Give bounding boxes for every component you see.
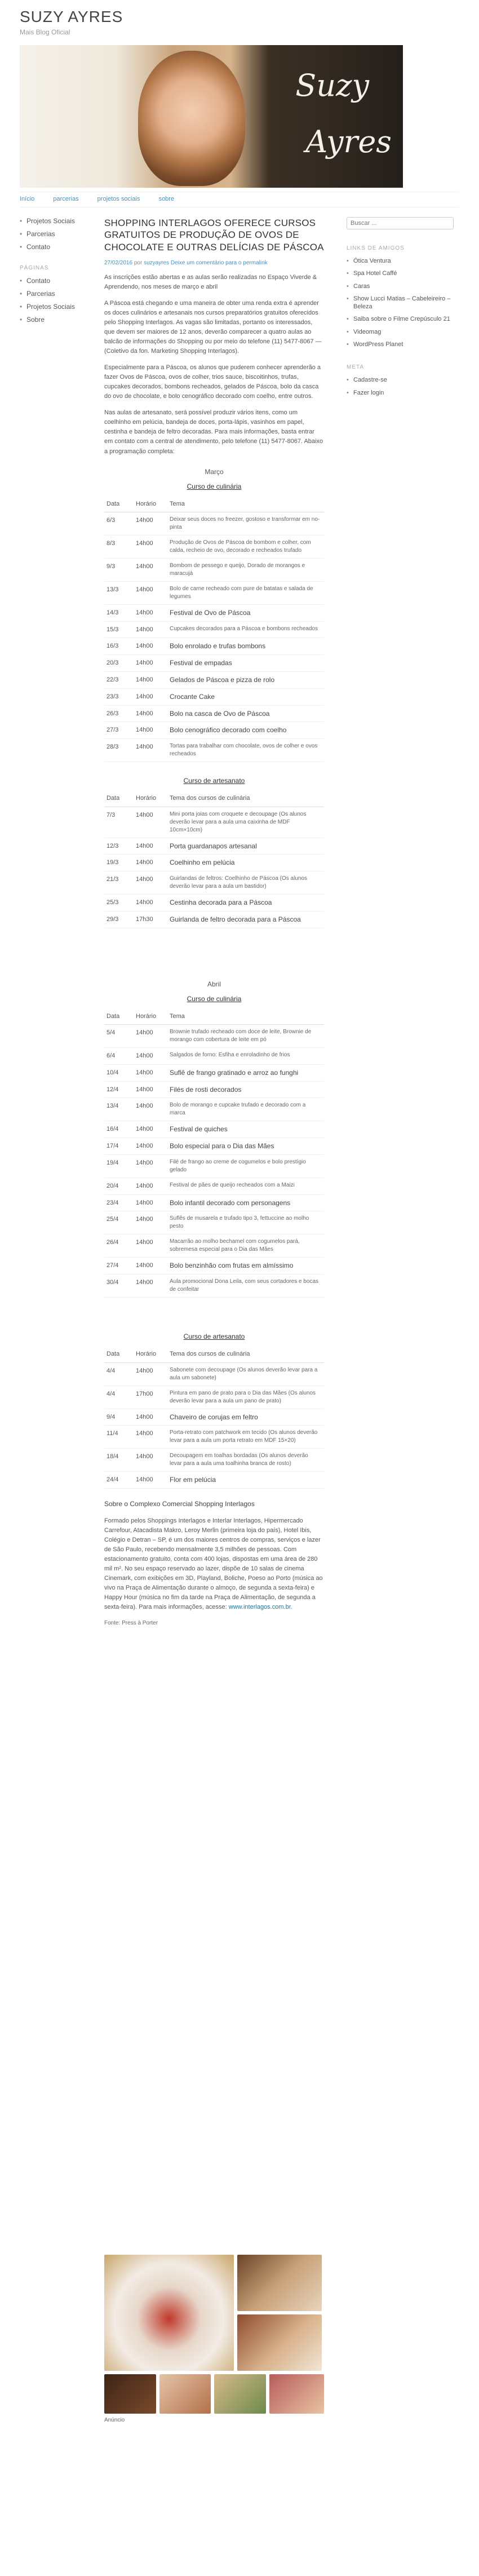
table-row	[104, 671, 324, 688]
row-date: 13/4	[104, 1098, 134, 1121]
gallery-photo-crafts[interactable]	[269, 2374, 324, 2414]
row-date: 11/4	[104, 1426, 134, 1449]
table-header-row	[104, 1346, 324, 1362]
page-item-sobre[interactable]: • Sobre	[20, 316, 87, 324]
table-row	[104, 1362, 324, 1386]
table-row	[104, 855, 324, 871]
gallery-photo-easter-egg[interactable]	[104, 2255, 234, 2371]
post-paragraph: As inscrições estão abertas e as aulas serão realizadas no Espaço Viverde & Aprendendo, nos meses de março e abril	[104, 273, 317, 290]
row-time: 14h00	[134, 722, 167, 739]
row-theme: Bolo na casca de Ovo de Páscoa	[167, 705, 324, 722]
row-theme: Pintura em pano de prato para o Dia das Mães (Os alunos deverão levar para a aula um pano de prato)	[167, 1386, 324, 1409]
row-date: 26/3	[104, 705, 134, 722]
row-date: 13/3	[104, 582, 134, 605]
post-date[interactable]: 27/02/2016	[104, 259, 133, 266]
about-title: Sobre o Complexo Comercial Shopping Interlagos	[104, 1500, 255, 1508]
table-row	[104, 871, 324, 895]
row-time: 14h00	[134, 838, 167, 855]
comment-link[interactable]: Deixe um comentário para o	[170, 259, 242, 266]
row-theme: Guirlandas de feltros: Coelhinho de Páscoa (Os alunos deverão levar para a aula um bastidor)	[167, 871, 324, 895]
month-heading-march: Março	[205, 467, 224, 476]
search-input[interactable]	[347, 217, 454, 229]
row-date: 25/4	[104, 1211, 134, 1234]
row-date: 20/4	[104, 1178, 134, 1195]
row-theme: Gelados de Páscoa e pizza de rolo	[167, 671, 324, 688]
row-time: 14h00	[134, 1121, 167, 1138]
row-theme: Porta guardanapos artesanal	[167, 838, 324, 855]
header-banner[interactable]	[20, 45, 403, 188]
row-date: 9/4	[104, 1409, 134, 1426]
row-time: 14h00	[134, 1449, 167, 1472]
row-date: 27/4	[104, 1258, 134, 1274]
table-header-row	[104, 496, 324, 512]
row-date: 19/4	[104, 1155, 134, 1178]
row-time: 14h00	[134, 605, 167, 622]
row-date: 7/3	[104, 807, 134, 838]
meta-login-link[interactable]: • Fazer login	[347, 389, 459, 397]
row-date: 23/3	[104, 688, 134, 705]
row-date: 28/3	[104, 739, 134, 762]
row-date: 23/4	[104, 1194, 134, 1211]
site-description: Mais Blog Oficial	[20, 28, 70, 36]
row-theme: Mini porta joias com croquete e decoupage (Os alunos deverão levar para a aula uma caixinha de MDF 10cm×10cm)	[167, 807, 324, 838]
row-date: 20/3	[104, 655, 134, 672]
row-date: 17/4	[104, 1138, 134, 1155]
column-header: Data	[104, 1346, 134, 1362]
table-row	[104, 655, 324, 672]
row-time: 14h00	[134, 1081, 167, 1098]
about-text: Formado pelos Shoppings Interlagos e Interlar Interlagos, Hipermercado Carrefour, Atacadista Makro, Leroy Merlin (primeira loja do país), Hotel Ibis, Colégio e Detran – SP, é um dos maiores centros de compras, serviços e lazer de São Paulo, recebendo mensalmente 3,5 milhões de pessoas. Com estacionamento gratuito, conta com 400 lojas, dispostas em uma área de 280 mil m². No seu espaço reservado ao lazer, dispõe de 10 salas de cinema Cinemark, com exibições em 3D, Playland, Boliche, Poeso ao Porto (música ao vivo na Praça de Alimentação durante o almoço, de segunda a sexta-feira) e Happy Hour (música no fim da tarde na Praça de Alimentação, de segunda a sexta-feira). Para mais informações, acesse:	[104, 1517, 323, 1611]
row-date: 5/4	[104, 1025, 134, 1048]
header-signature-first: Suzy	[295, 68, 369, 103]
row-time: 17h30	[134, 911, 167, 928]
row-theme: Festival de pães de queijo recheados com a Maizi	[167, 1178, 324, 1195]
meta-register-link[interactable]: • Cadastre-se	[347, 376, 459, 384]
row-theme: Cupcakes decorados para a Páscoa e bombons recheados	[167, 621, 324, 638]
row-theme: Bolo de carne recheado com pure de batatas e salada de legumes	[167, 582, 324, 605]
row-time: 14h00	[134, 535, 167, 559]
table-row	[104, 512, 324, 535]
interlagos-link[interactable]: www.interlagos.com.br.	[228, 1604, 292, 1611]
row-date: 22/3	[104, 671, 134, 688]
table-row	[104, 688, 324, 705]
gallery-photo-cupcakes[interactable]	[159, 2374, 211, 2414]
row-theme: Aula promocional Dona Leila, com seus cortadores e bocas de confeitar	[167, 1274, 324, 1298]
table-row	[104, 1211, 324, 1234]
page-item-projetos-sociais[interactable]: • Projetos Sociais	[20, 303, 87, 311]
row-theme: Tortas para trabalhar com chocolate, ovos de colher e ovos recheados	[167, 739, 324, 762]
links-widget-title: LINKS DE AMIGOS	[347, 245, 405, 251]
sidebar-item-contato[interactable]: • Contato	[20, 243, 87, 251]
row-time: 14h00	[134, 871, 167, 895]
row-date: 14/3	[104, 605, 134, 622]
row-time: 14h00	[134, 1472, 167, 1489]
friend-link[interactable]: • WordPress Planet	[347, 340, 459, 348]
table-row	[104, 1234, 324, 1258]
friend-link[interactable]: • Show Lucci Matias – Cabeleireiro – Beleza	[347, 295, 459, 311]
row-time: 17h00	[134, 1386, 167, 1409]
row-theme: Flor em pelúcia	[167, 1472, 324, 1489]
column-header: Data	[104, 496, 134, 512]
row-theme: Bolo cenográfico decorado com coelho	[167, 722, 324, 739]
row-time: 14h00	[134, 559, 167, 582]
author-prefix: por	[134, 259, 143, 266]
row-theme: Guirlanda de feltro decorada para a Páscoa	[167, 911, 324, 928]
permalink[interactable]: permalink	[243, 259, 268, 266]
row-time: 14h00	[134, 705, 167, 722]
table-row	[104, 1274, 324, 1298]
table-row	[104, 1081, 324, 1098]
row-time: 14h00	[134, 1234, 167, 1258]
row-theme: Decoupagem em toalhas bordadas (Os alunos deverão levar para a aula uma toalhinha branca de rosto)	[167, 1449, 324, 1472]
table-row	[104, 1155, 324, 1178]
row-theme: Bolo enrolado e trufas bombons	[167, 638, 324, 655]
table-row	[104, 911, 324, 928]
site-title[interactable]: SUZY AYRES	[20, 8, 123, 25]
table-row	[104, 1472, 324, 1489]
row-theme: Bolo especial para o Dia das Mães	[167, 1138, 324, 1155]
row-time: 14h00	[134, 1258, 167, 1274]
row-date: 4/4	[104, 1386, 134, 1409]
sidebar-menu	[20, 217, 87, 251]
row-date: 16/3	[104, 638, 134, 655]
row-theme: Filé de frango ao creme de cogumelos e bolo prestígio gelado	[167, 1155, 324, 1178]
table-row	[104, 739, 324, 762]
post-paragraph: Nas aulas de artesanato, será possível produzir vários itens, como um coelhinho em pelúcia, bandeja de doces, porta-lápis, vasinhos em papel, cestinha e bandeja de feltro decoradas. Para mais informações, basta entrar em contato com a central de atendimento, pelo telefone (11) 5477-8067. Abaixo a programação completa:	[104, 409, 323, 455]
friend-link[interactable]: • Spa Hotel Caffé	[347, 269, 459, 277]
column-header: Data	[104, 1008, 134, 1025]
table-row	[104, 1426, 324, 1449]
friends-links-list	[347, 257, 459, 348]
table-row	[104, 1449, 324, 1472]
row-date: 27/3	[104, 722, 134, 739]
row-time: 14h00	[134, 621, 167, 638]
friend-link[interactable]: • Ótica Ventura	[347, 257, 459, 265]
row-time: 14h00	[134, 1138, 167, 1155]
table-row	[104, 1258, 324, 1274]
photo-source: Fonte: Press à Porter	[104, 1620, 158, 1627]
column-header: Data	[104, 790, 134, 807]
pages-list	[20, 277, 87, 324]
column-header: Horário	[134, 496, 167, 512]
row-date: 15/3	[104, 621, 134, 638]
post-paragraph: Especialmente para a Páscoa, os alunos que puderem conhecer aprenderão a fazer Ovos de Páscoa, ovos de colher, trios sauce, biscoitinhos, trufas, cupcakes decorados, bombons recheados, gelados de Páscoa, bolo da casca do ovo de chocolate, e bolo cenográfico decorado com coelho, entre outros.	[104, 364, 321, 400]
page-item-parcerias[interactable]: • Parcerias	[20, 290, 87, 298]
table-row	[104, 1025, 324, 1048]
row-theme: Suflês de musarela e trufado tipo 3, fettuccine ao molho pesto	[167, 1211, 324, 1234]
table-row	[104, 1409, 324, 1426]
row-time: 14h00	[134, 1155, 167, 1178]
row-time: 14h00	[134, 1098, 167, 1121]
march-culinary-table	[104, 496, 324, 763]
table-row	[104, 705, 324, 722]
row-date: 29/3	[104, 911, 134, 928]
table-row	[104, 1098, 324, 1121]
column-header: Horário	[134, 790, 167, 807]
row-theme: Festival de Ovo de Páscoa	[167, 605, 324, 622]
nav-item-sobre[interactable]: sobre	[158, 196, 175, 202]
column-header: Horário	[134, 1008, 167, 1025]
row-theme: Cestinha decorada para a Páscoa	[167, 895, 324, 911]
table-row	[104, 621, 324, 638]
table-row	[104, 1194, 324, 1211]
post-meta	[104, 259, 324, 267]
column-header: Tema	[167, 496, 324, 512]
table-row	[104, 1048, 324, 1065]
table-row	[104, 895, 324, 911]
march-culinary-title: Curso de culinária	[187, 482, 242, 490]
main-navigation	[20, 192, 459, 207]
row-date: 4/4	[104, 1362, 134, 1386]
row-time: 14h00	[134, 895, 167, 911]
row-date: 6/4	[104, 1048, 134, 1065]
row-theme: Produção de Ovos de Páscoa de bombom e colher, com calda, recheio de ovo, decorado e recheados trufado	[167, 535, 324, 559]
post-content	[104, 217, 324, 1633]
row-theme: Suflê de frango gratinado e arroz ao funghi	[167, 1064, 324, 1081]
row-time: 14h00	[134, 739, 167, 762]
left-sidebar	[20, 217, 87, 338]
post-title[interactable]: SHOPPING INTERLAGOS OFERECE CURSOS GRATUITOS DE PRODUÇÃO DE OVOS DE CHOCOLATE E OUTRAS DELÍCIAS DE PÁSCOA	[104, 218, 324, 253]
gallery-photo-chocolates[interactable]	[104, 2374, 156, 2414]
row-theme: Bombom de pessego e queijo, Dorado de morangos e maracujá	[167, 559, 324, 582]
footer-label: Anúncio	[104, 2417, 125, 2423]
column-header: Tema	[167, 1008, 324, 1025]
april-crafts-title: Curso de artesanato	[183, 1333, 245, 1341]
friend-link[interactable]: • Videomag	[347, 328, 459, 336]
table-row	[104, 1138, 324, 1155]
row-date: 21/3	[104, 871, 134, 895]
row-date: 25/3	[104, 895, 134, 911]
march-crafts-table	[104, 790, 324, 928]
row-theme: Crocante Cake	[167, 688, 324, 705]
row-time: 14h00	[134, 638, 167, 655]
table-row	[104, 535, 324, 559]
nav-item-parcerias[interactable]: parcerias	[53, 196, 79, 202]
table-row	[104, 838, 324, 855]
row-time: 14h00	[134, 807, 167, 838]
friend-link[interactable]: • Saiba sobre o Filme Crepúsculo 21	[347, 315, 459, 323]
table-row	[104, 582, 324, 605]
sidebar-item-parcerias[interactable]: • Parcerias	[20, 230, 87, 238]
meta-list	[347, 376, 459, 397]
row-time: 14h00	[134, 1274, 167, 1298]
right-sidebar	[347, 217, 459, 413]
table-row	[104, 1121, 324, 1138]
table-row	[104, 722, 324, 739]
table-row	[104, 1386, 324, 1409]
april-culinary-table	[104, 1008, 324, 1298]
friend-link[interactable]: • Caras	[347, 282, 459, 290]
column-header: Horário	[134, 1346, 167, 1362]
row-theme: Macarrão ao molho bechamel com cogumelos pará, sobremesa especial para o Dia das Mães	[167, 1234, 324, 1258]
page-item-contato[interactable]: • Contato	[20, 277, 87, 285]
about-body	[104, 1516, 324, 1612]
row-time: 14h00	[134, 655, 167, 672]
row-theme: Sabonete com decoupage (Os alunos deverão levar para a aula um sabonete)	[167, 1362, 324, 1386]
row-date: 12/4	[104, 1081, 134, 1098]
post-author[interactable]: suzyayres	[144, 259, 170, 266]
row-theme: Bolo infantil decorado com personagens	[167, 1194, 324, 1211]
row-date: 6/3	[104, 512, 134, 535]
table-row	[104, 807, 324, 838]
column-header: Tema dos cursos de culinária	[167, 1346, 324, 1362]
row-date: 16/4	[104, 1121, 134, 1138]
table-row	[104, 638, 324, 655]
row-theme: Salgados de forno: Esfiha e enroladinho de frios	[167, 1048, 324, 1065]
row-time: 14h00	[134, 1048, 167, 1065]
table-row	[104, 559, 324, 582]
row-time: 14h00	[134, 1426, 167, 1449]
row-theme: Brownie trufado recheado com doce de leite, Brownie de morango com cobertura de leite em pó	[167, 1025, 324, 1048]
column-header: Tema dos cursos de culinária	[167, 790, 324, 807]
nav-item-projetos-sociais[interactable]: projetos sociais	[97, 196, 140, 202]
row-theme: Porta-retrato com patchwork em tecido (Os alunos deverão levar para a aula um porta retrato em MDF 15×20)	[167, 1426, 324, 1449]
row-time: 14h00	[134, 688, 167, 705]
row-date: 18/4	[104, 1449, 134, 1472]
row-time: 14h00	[134, 512, 167, 535]
table-row	[104, 1178, 324, 1195]
nav-item-inicio[interactable]: Início	[20, 196, 35, 202]
april-crafts-table	[104, 1346, 324, 1489]
gallery-photo-cake[interactable]	[237, 2255, 322, 2311]
row-date: 19/3	[104, 855, 134, 871]
row-date: 26/4	[104, 1234, 134, 1258]
row-date: 9/3	[104, 559, 134, 582]
post-paragraph: A Páscoa está chegando e uma maneira de obter uma renda extra é aprender os doces culinários e artesanais nos cursos preparatórios gratuitos oferecidos pelo Shopping Interlagos. As vagas são limitadas, portanto os interessados, que devem ser maiores de 12 anos, deverão comparecer a quatro aulas ao balcão de informações do Shopping ou por meio do telefone (11) 5477-8067 — (Coletivo da fon. Marketing Shopping Interlagos).	[104, 299, 322, 355]
row-time: 14h00	[134, 1211, 167, 1234]
row-theme: Festival de quiches	[167, 1121, 324, 1138]
table-row	[104, 1064, 324, 1081]
row-date: 10/4	[104, 1064, 134, 1081]
sidebar-item-projetos-sociais[interactable]: • Projetos Sociais	[20, 217, 87, 225]
row-time: 14h00	[134, 1178, 167, 1195]
row-theme: Bolo benzinhão com frutas em almíssimo	[167, 1258, 324, 1274]
row-time: 14h00	[134, 1362, 167, 1386]
portrait-photo	[138, 51, 245, 186]
row-time: 14h00	[134, 1409, 167, 1426]
photo-gallery	[104, 2255, 324, 2429]
row-date: 24/4	[104, 1472, 134, 1489]
april-culinary-title: Curso de culinária	[187, 994, 242, 1003]
meta-widget-title: META	[347, 364, 365, 371]
gallery-photo-sweets[interactable]	[237, 2314, 322, 2371]
row-theme: Festival de empadas	[167, 655, 324, 672]
row-theme: Filés de rosti decorados	[167, 1081, 324, 1098]
row-theme: Bolo de morango e cupcake trufado e decorado com a marca	[167, 1098, 324, 1121]
row-time: 14h00	[134, 1194, 167, 1211]
march-crafts-title: Curso de artesanato	[183, 777, 245, 785]
row-date: 12/3	[104, 838, 134, 855]
header-signature-last: Ayres	[305, 124, 392, 160]
gallery-photo-decor[interactable]	[214, 2374, 266, 2414]
row-date: 30/4	[104, 1274, 134, 1298]
row-theme: Deixar seus doces no freezer, gostoso e transformar em no-pinta	[167, 512, 324, 535]
pages-widget-title: PÁGINAS	[20, 265, 49, 271]
table-row	[104, 605, 324, 622]
row-date: 8/3	[104, 535, 134, 559]
row-time: 14h00	[134, 855, 167, 871]
row-theme: Coelhinho em pelúcia	[167, 855, 324, 871]
row-time: 14h00	[134, 671, 167, 688]
month-heading-april: Abril	[207, 980, 221, 988]
row-time: 14h00	[134, 1025, 167, 1048]
row-time: 14h00	[134, 582, 167, 605]
row-theme: Chaveiro de corujas em feltro	[167, 1409, 324, 1426]
table-header-row	[104, 790, 324, 807]
row-time: 14h00	[134, 1064, 167, 1081]
table-header-row	[104, 1008, 324, 1025]
